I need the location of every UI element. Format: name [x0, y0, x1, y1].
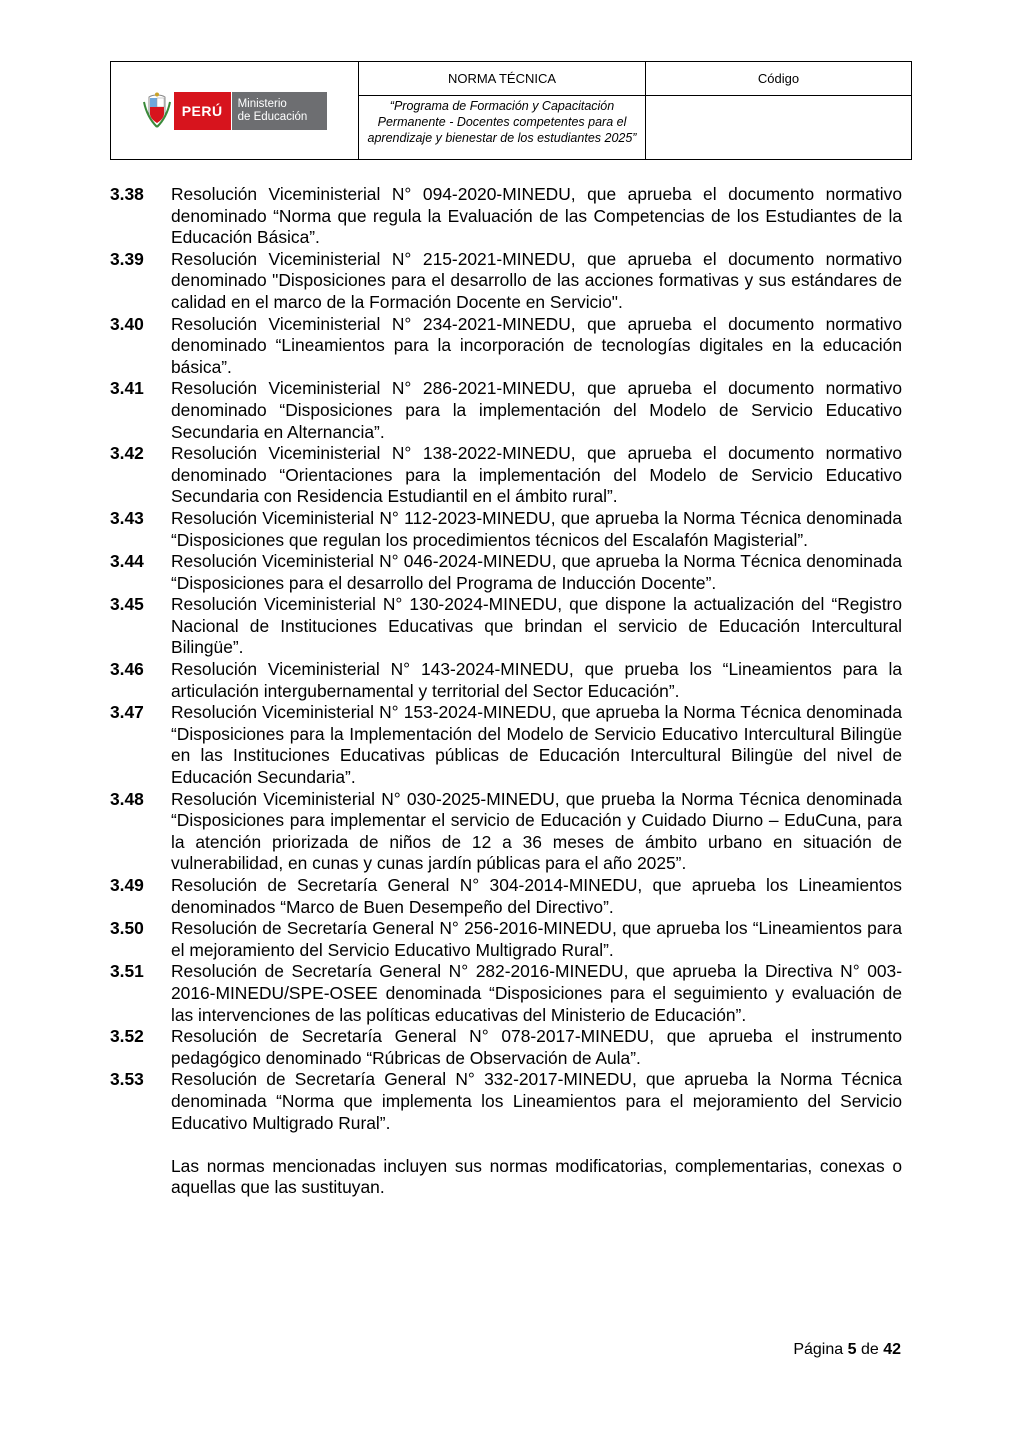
list-item [110, 1069, 902, 1134]
list-item [110, 594, 902, 659]
list-item [110, 1026, 902, 1069]
item-number: 3.48 [110, 788, 144, 809]
item-text: Resolución Viceministerial N° 046-2024-MINEDU, que aprueba la Norma Técnica denominada “Disposiciones para el desarrollo del Programa de Inducción Docente”. [171, 551, 902, 593]
logo-ministry-line1: Ministerio [237, 97, 287, 110]
list-item [110, 378, 902, 443]
page-word: Página [793, 1341, 844, 1358]
item-text: Resolución Viceministerial N° 153-2024-MINEDU, que aprueba la Norma Técnica denominada “Disposiciones para la Implementación del Modelo de Servicio Educativo Intercultural Bilingüe en las Instituciones Educativas públicas de Educación Intercultural Bilingüe del nivel de Educación Secundaria”. [171, 702, 902, 788]
item-number: 3.40 [110, 313, 144, 334]
item-text: Resolución de Secretaría General N° 256-2016-MINEDU, que aprueba los “Lineamientos para el mejoramiento del Servicio Educativo Multigrado Rural”. [171, 918, 902, 960]
list-item [110, 314, 902, 379]
page-total: 42 [883, 1341, 901, 1358]
list-item [110, 961, 902, 1026]
list-item [110, 659, 902, 702]
logo-cell [111, 62, 359, 159]
list-item [110, 443, 902, 508]
header-subtitle: “Programa de Formación y Capacitación Permanente - Docentes competentes para el aprendizaje y bienestar de los estudiantes 2025” [359, 96, 646, 159]
item-number: 3.50 [110, 918, 144, 939]
ministry-logo [142, 90, 328, 132]
item-number: 3.52 [110, 1026, 144, 1047]
list-item [110, 702, 902, 788]
logo-ministry-line2: de Educación [237, 110, 308, 123]
item-text: Resolución Viceministerial N° 094-2020-MINEDU, que aprueba el documento normativo denominado “Norma que regula la Evaluación de las Competencias de los Estudiantes de la Educación Básica”. [171, 184, 902, 248]
item-text: Resolución Viceministerial N° 286-2021-MINEDU, que aprueba el documento normativo denominado “Disposiciones para la implementación del Modelo de Servicio Educativo Secundaria en Alternancia”. [171, 378, 902, 442]
logo-ministry-text [231, 92, 328, 130]
item-text: Resolución de Secretaría General N° 332-2017-MINEDU, que aprueba la Norma Técnica denominada “Norma que implementa los Lineamientos para el mejoramiento del Servicio Educativo Multigrado Rural”. [171, 1069, 902, 1133]
item-text: Resolución Viceministerial N° 234-2021-MINEDU, que aprueba el documento normativo denominado “Lineamientos para la incorporación de tecnologías digitales en la educación básica”. [171, 313, 902, 377]
list-item [110, 875, 902, 918]
page-number: 5 [847, 1341, 857, 1358]
item-text: Resolución Viceministerial N° 130-2024-MINEDU, que dispone la actualización del “Registro Nacional de Instituciones Educativas que brindan el servicio de Educación Intercultural Bilingüe”. [171, 594, 902, 658]
list-item [110, 918, 902, 961]
list-item [110, 184, 902, 249]
item-text: Resolución Viceministerial N° 138-2022-MINEDU, que aprueba el documento normativo denominado “Orientaciones para la implementación del Modelo de Servicio Educativo Secundaria con Residencia Estudiantil en el ámbito rural”. [171, 443, 902, 507]
list-item [110, 789, 902, 875]
item-number: 3.42 [110, 443, 144, 464]
item-text: Resolución Viceministerial N° 215-2021-MINEDU, que aprueba el documento normativo denominado "Disposiciones para el desarrollo de las acciones formativas y sus estándares de calidad en el marco de la Formación Docente en Servicio". [171, 248, 902, 312]
item-text: Resolución Viceministerial N° 143-2024-MINEDU, que prueba los “Lineamientos para la articulación intergubernamental y territorial del Sector Educación”. [171, 659, 902, 701]
closing-paragraph: Las normas mencionadas incluyen sus normas modificatorias, complementarias, conexas o aquellas que las sustituyan. [171, 1155, 902, 1198]
item-text: Resolución de Secretaría General N° 078-2017-MINEDU, que aprueba el instrumento pedagógico denominado “Rúbricas de Observación de Aula”. [171, 1026, 902, 1068]
item-text: Resolución de Secretaría General N° 304-2014-MINEDU, que aprueba los Lineamientos denominados “Marco de Buen Desempeño del Directivo”. [171, 875, 902, 917]
item-number: 3.46 [110, 659, 144, 680]
document-header [110, 61, 912, 160]
item-number: 3.38 [110, 184, 144, 204]
item-text: Resolución Viceministerial N° 030-2025-MINEDU, que prueba la Norma Técnica denominada “Disposiciones para implementar el servicio de Educación y Cuidado Diurno – EduCuna, para la atención priorizada de niños de 12 a 36 meses de ámbito urbano en situación de vulnerabilidad, en cunas y cunas jardín públicas para el año 2025”. [171, 788, 902, 874]
list-item [110, 551, 902, 594]
item-text: Resolución de Secretaría General N° 282-2016-MINEDU, que aprueba la Directiva N° 003-2016-MINEDU/SPE-OSEE denominada “Disposiciones para el seguimiento y evaluación de las intervenciones de las políticas educativas del Ministerio de Educación”. [171, 961, 902, 1025]
header-code-label: Código [646, 62, 911, 96]
item-number: 3.43 [110, 507, 144, 528]
item-number: 3.45 [110, 594, 144, 615]
item-number: 3.41 [110, 378, 144, 399]
header-code-value [646, 96, 911, 159]
item-text: Resolución Viceministerial N° 112-2023-MINEDU, que aprueba la Norma Técnica denominada “Disposiciones que regulan los procedimientos técnicos del Escalafón Magisterial”. [171, 507, 902, 550]
item-number: 3.51 [110, 961, 144, 982]
document-body [110, 184, 902, 1199]
list-item [110, 249, 902, 314]
item-number: 3.53 [110, 1069, 144, 1090]
page-footer [793, 1341, 901, 1359]
item-number: 3.39 [110, 248, 144, 269]
regulation-list [110, 184, 902, 1134]
of-word: de [860, 1341, 879, 1358]
header-title: NORMA TÉCNICA [359, 62, 646, 96]
list-item [110, 508, 902, 551]
peru-coat-of-arms-icon [142, 92, 172, 130]
item-number: 3.44 [110, 551, 144, 572]
item-number: 3.47 [110, 702, 144, 723]
logo-country-text: PERÚ [174, 92, 231, 130]
item-number: 3.49 [110, 875, 144, 895]
